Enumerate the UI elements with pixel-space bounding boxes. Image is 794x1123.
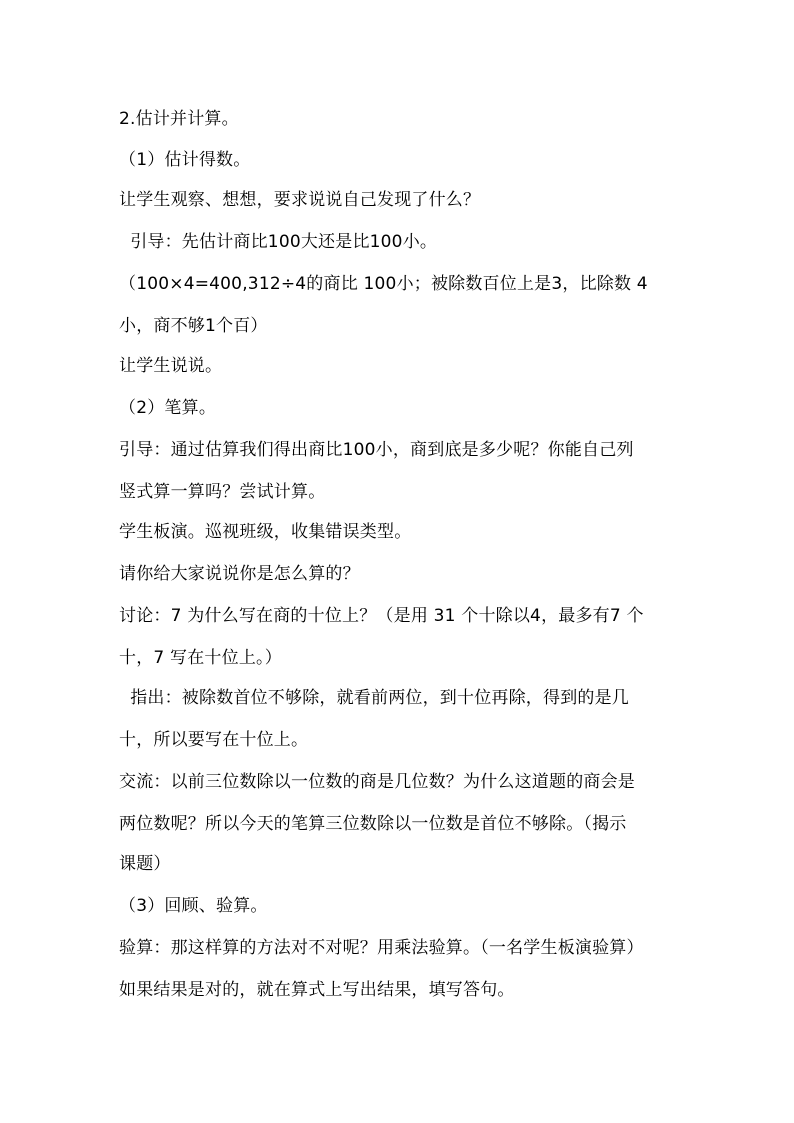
text-line: 竖式算一算吗？尝试计算。 — [119, 482, 326, 502]
section-heading: 2.估计并计算。 — [119, 109, 239, 129]
subsection-heading: （2）笔算。 — [119, 398, 217, 418]
subsection-heading: （1）估计得数。 — [119, 150, 251, 170]
text-line: 十，7 写在十位上。） — [119, 648, 282, 668]
text-line: 指出：被除数首位不够除，就看前两位，到十位再除，得到的是几 — [119, 688, 630, 708]
text-line: 交流：以前三位数除以一位数的商是几位数？为什么这道题的商会是 — [119, 772, 635, 792]
text-line: 小，商不够1个百） — [119, 316, 268, 336]
text-line: 十，所以要写在十位上。 — [119, 730, 309, 750]
text-line: 让学生说说。 — [119, 356, 223, 376]
text-line: （100×4=400,312÷4的商比 100小；被除数百位上是3，比除数 4 — [119, 274, 648, 294]
subsection-heading: （3）回顾、验算。 — [119, 896, 268, 916]
text-line: 请你给大家说说你是怎么算的？ — [119, 564, 360, 584]
text-line: 如果结果是对的，就在算式上写出结果，填写答句。 — [119, 980, 515, 1000]
text-line: 让学生观察、想想，要求说说自己发现了什么？ — [119, 190, 481, 210]
text-line: 讨论：7 为什么写在商的十位上？（是用 31 个十除以4，最多有7 个 — [119, 606, 644, 626]
text-line: 验算：那这样算的方法对不对呢？用乘法验算。（一名学生板演验算） — [119, 938, 644, 958]
text-line: 引导：通过估算我们得出商比100小，商到底是多少呢？你能自己列 — [119, 440, 634, 460]
text-line: 引导：先估计商比100大还是比100小。 — [119, 232, 438, 252]
text-line: 学生板演。巡视班级，收集错误类型。 — [119, 522, 412, 542]
text-line: 课题） — [119, 854, 171, 874]
text-line: 两位数呢？所以今天的笔算三位数除以一位数是首位不够除。（揭示 — [119, 814, 627, 834]
